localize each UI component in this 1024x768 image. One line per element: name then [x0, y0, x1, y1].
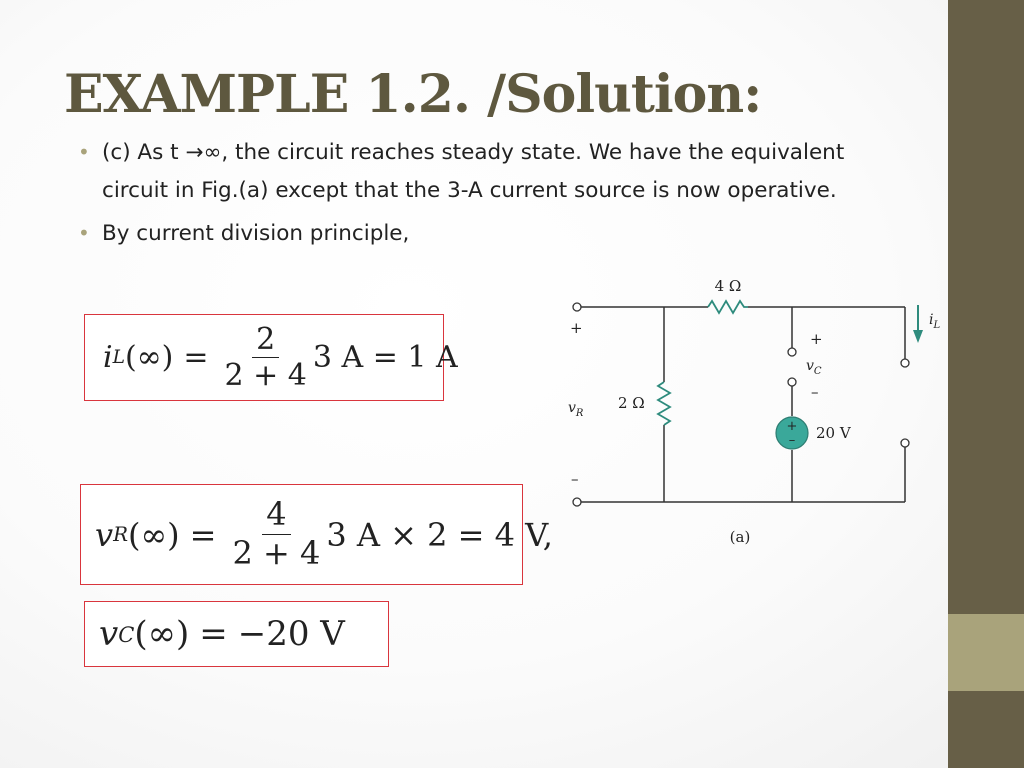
eq-il-denominator: 2 + 4 — [224, 358, 307, 393]
terminal-vc-top — [788, 348, 796, 356]
eq-il-fraction — [221, 321, 311, 393]
sidebar-accent-block — [948, 614, 1024, 691]
eq-vr-denominator: 2 + 4 — [232, 534, 321, 572]
resistor-4-ohm — [708, 301, 748, 313]
vr-minus: – — [571, 470, 579, 488]
eq-il-sub: L — [112, 347, 125, 368]
circuit-diagram — [560, 270, 945, 555]
equation-il — [84, 314, 458, 401]
eq-vc-arg: (∞) — [134, 614, 190, 654]
eq-il-var: i — [103, 340, 113, 375]
vr-label: $v_R$ — [568, 400, 584, 419]
vc-label: $v_C$ — [806, 358, 822, 377]
eq-vr-arg: (∞) — [128, 515, 180, 554]
vr-plus: + — [570, 319, 583, 337]
source-plus-sign: + — [786, 419, 798, 434]
label-20v: 20 V — [816, 424, 851, 442]
eq-il-numerator: 2 — [252, 324, 279, 359]
eq-vc-var: v — [99, 614, 119, 654]
eq-vc-sub: C — [118, 621, 135, 647]
eq-vr-var: v — [95, 515, 114, 554]
equation-vc — [84, 601, 389, 667]
bullet-list — [78, 134, 898, 253]
vc-minus: – — [811, 383, 819, 401]
source-minus-sign: – — [788, 433, 796, 448]
bullet-current-division: • By current division principle, — [78, 215, 898, 253]
eq-il-equals: = — [183, 340, 209, 375]
terminal-bottom-left — [573, 498, 581, 506]
label-4-ohm: 4 Ω — [714, 277, 742, 295]
terminal-top-left — [573, 303, 581, 311]
il-label: $i_L$ — [929, 312, 941, 331]
eq-vr-fraction — [228, 495, 324, 572]
figure-caption: (a) — [729, 528, 751, 546]
eq-il-arg: (∞) — [124, 340, 174, 375]
eq-il-rhs: 3 A = 1 A — [312, 340, 458, 375]
eq-vc-rhs: −20 V — [237, 614, 345, 654]
label-2-ohm: 2 Ω — [618, 394, 645, 412]
eq-vr-equals: = — [189, 515, 217, 554]
equation-vr — [80, 484, 553, 585]
terminal-il-bottom — [901, 439, 909, 447]
terminal-il-top — [901, 359, 909, 367]
vc-plus: + — [810, 330, 823, 348]
resistor-2-ohm — [658, 382, 670, 425]
bullet-steady-state: • (c) As t →∞, the circuit reaches steady state. We have the equivalent circuit in Fig.(a) except that the 3-A current source is now operative. — [78, 134, 898, 209]
eq-vr-numerator: 4 — [262, 498, 290, 535]
eq-vc-equals: = — [199, 614, 228, 654]
eq-vr-sub: R — [113, 523, 129, 546]
il-arrow — [913, 305, 923, 343]
eq-vr-rhs: 3 A × 2 = 4 V, — [326, 515, 553, 554]
terminal-vc-bottom — [788, 378, 796, 386]
slide-title: EXAMPLE 1.2. /Solution: — [64, 64, 762, 125]
